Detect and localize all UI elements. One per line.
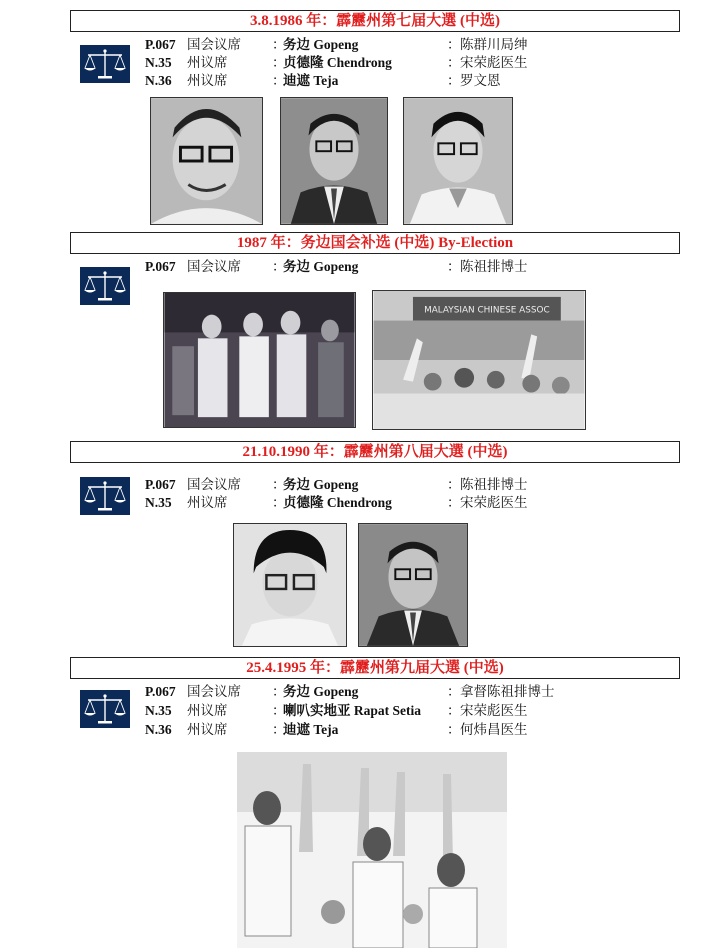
seat-code: N.35 [145,55,172,70]
constituency: 迪遮 Teja [283,73,339,88]
colon-separator: ： [272,722,286,737]
candidate-name: 拿督陈祖排博士 [460,684,555,699]
constituency: 贞德隆 Chendrong [283,55,392,70]
colon-separator: ： [272,55,286,70]
group-photo [163,292,356,428]
banner-text: MALAYSIAN CHINESE ASSOC [424,305,550,316]
seat-role: 州议席 [187,495,228,510]
section-title-1987: 1987 年：务边国会补选 (中选) By-Election [70,232,680,254]
colon-separator: ： [272,37,286,52]
constituency: 喇叭实地亚 Rapat Setia [283,703,421,718]
colon-separator: ： [272,495,286,510]
colon-separator: ： [447,495,461,510]
victory-photo [237,752,507,948]
constituency: 贞德隆 Chendrong [283,495,392,510]
colon-separator: ： [447,259,461,274]
portrait-photo [233,523,347,647]
candidate-name: 何炜昌医生 [460,722,528,737]
colon-separator: ： [272,73,286,88]
seat-code: P.067 [145,37,176,52]
colon-separator: ： [447,73,461,88]
section-title-1986: 3.8.1986 年：霹靂州第七届大選 (中选) [70,10,680,32]
portrait-photo [280,97,388,225]
candidate-name: 宋荣彪医生 [460,703,528,718]
rally-photo [372,290,586,430]
colon-separator: ： [447,703,461,718]
section-title-1990: 21.10.1990 年：霹靂州第八届大選 (中选) [70,441,680,463]
seat-code: P.067 [145,684,176,699]
candidate-name: 罗文恩 [460,73,501,88]
scales-of-justice-icon [80,267,130,305]
colon-separator: ： [272,259,286,274]
scales-of-justice-icon [80,690,130,728]
scales-of-justice-icon [80,45,130,83]
colon-separator: ： [447,37,461,52]
scales-of-justice-icon [80,477,130,515]
section-title-1995: 25.4.1995 年：霹靂州第九届大選 (中选) [70,657,680,679]
candidate-name: 陈祖排博士 [460,477,528,492]
portrait-photo [403,97,513,225]
candidate-name: 陈祖排博士 [460,259,528,274]
seat-code: P.067 [145,477,176,492]
candidate-name: 陈群川局绅 [460,37,528,52]
seat-role: 州议席 [187,55,228,70]
candidate-name: 宋荣彪医生 [460,55,528,70]
seat-code: P.067 [145,259,176,274]
seat-role: 国会议席 [187,37,241,52]
portrait-photo [358,523,468,647]
colon-separator: ： [272,703,286,718]
seat-code: N.36 [145,73,172,88]
colon-separator: ： [447,684,461,699]
constituency: 务边 Gopeng [283,37,359,52]
constituency: 迪遮 Teja [283,722,339,737]
seat-role: 国会议席 [187,684,241,699]
seat-code: N.36 [145,722,172,737]
seat-code: N.35 [145,703,172,718]
seat-role: 国会议席 [187,259,241,274]
constituency: 务边 Gopeng [283,477,359,492]
seat-role: 州议席 [187,73,228,88]
seat-code: N.35 [145,495,172,510]
portrait-photo [150,97,263,225]
colon-separator: ： [447,477,461,492]
constituency: 务边 Gopeng [283,259,359,274]
seat-role: 州议席 [187,722,228,737]
seat-role: 州议席 [187,703,228,718]
candidate-name: 宋荣彪医生 [460,495,528,510]
constituency: 务边 Gopeng [283,684,359,699]
colon-separator: ： [447,722,461,737]
colon-separator: ： [272,684,286,699]
seat-role: 国会议席 [187,477,241,492]
colon-separator: ： [272,477,286,492]
colon-separator: ： [447,55,461,70]
